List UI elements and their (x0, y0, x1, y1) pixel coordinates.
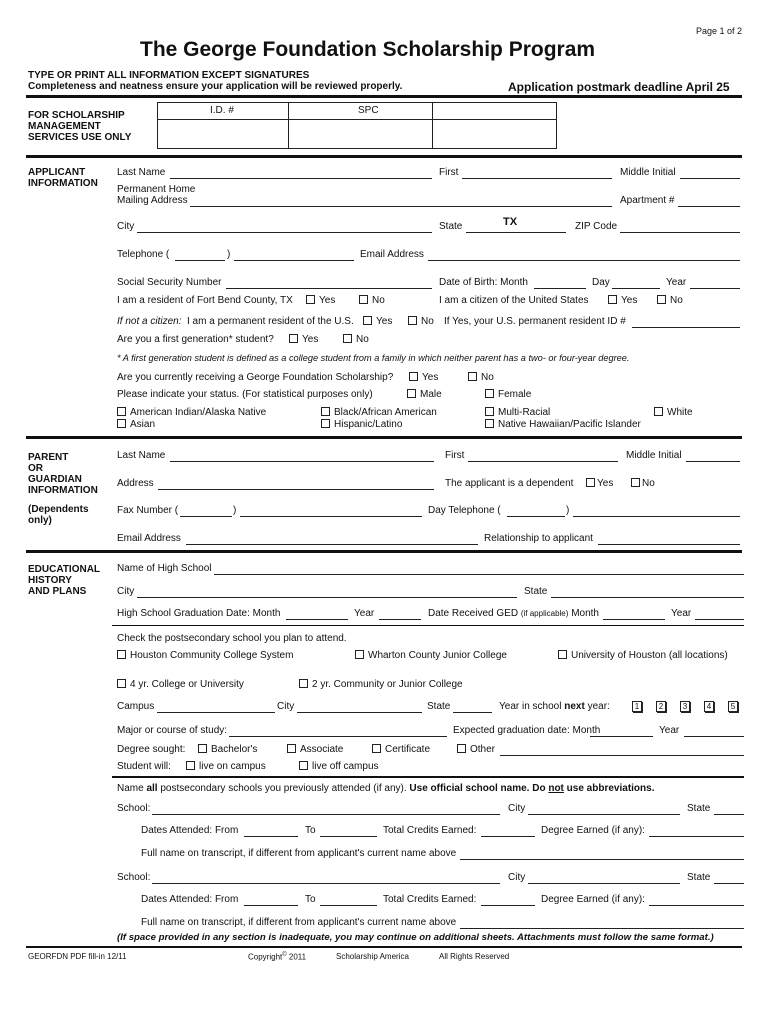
last-name-label: Last Name (117, 167, 166, 178)
prev-school-1-field[interactable] (152, 814, 500, 815)
checkbox-icon[interactable] (321, 419, 330, 428)
spc-column-header: SPC (358, 105, 379, 116)
degree-associate-option[interactable]: Associate (287, 744, 343, 755)
prev-school-2-credits-field[interactable] (481, 905, 535, 906)
perm-resident-yes-option[interactable]: Yes (363, 316, 392, 327)
degree-other-option[interactable]: Other (457, 744, 495, 755)
dob-month-field[interactable] (534, 288, 586, 289)
male-option[interactable]: Male (407, 389, 442, 400)
checkbox-icon[interactable] (287, 744, 296, 753)
telephone-field[interactable] (234, 260, 354, 261)
ethnicity-multi-racial[interactable]: Multi-Racial (485, 407, 550, 418)
ssn-label: Social Security Number (117, 277, 222, 288)
email-label: Email Address (360, 249, 424, 260)
year-in-school-label: Year in school next year: (499, 701, 610, 712)
ethnicity-white[interactable]: White (654, 407, 693, 418)
prev-school-2-label: School: (117, 872, 151, 883)
ged-month-field[interactable] (603, 619, 665, 620)
telephone-area-code-field[interactable] (175, 260, 225, 261)
relationship-label: Relationship to applicant (484, 533, 593, 544)
high-school-label: Name of High School (117, 563, 212, 574)
school-option-wcjc[interactable]: Wharton County Junior College (355, 650, 507, 661)
parent-middle-initial-field[interactable] (686, 461, 740, 462)
parent-address-label: Address (117, 478, 154, 489)
prev-school-1-credits-field[interactable] (481, 836, 535, 837)
receiving-no-option[interactable]: No (468, 372, 494, 383)
ged-year-field[interactable] (695, 619, 744, 620)
checkbox-icon[interactable] (117, 650, 126, 659)
checkbox-icon[interactable] (321, 407, 330, 416)
degree-other-field[interactable] (500, 755, 744, 756)
checkbox-icon[interactable] (586, 478, 595, 487)
first-name-field[interactable] (462, 178, 612, 179)
expected-grad-year-field[interactable] (684, 736, 744, 737)
city-field[interactable] (137, 232, 432, 233)
instructions-line1: TYPE OR PRINT ALL INFORMATION EXCEPT SIGNATURES (28, 70, 310, 81)
prev-school-1-transcript-field[interactable] (460, 859, 744, 860)
live-on-campus-option[interactable]: live on campus (186, 761, 266, 772)
checkbox-icon[interactable] (485, 419, 494, 428)
prev-school-2-transcript-label: Full name on transcript, if different from applicant's current name above (141, 917, 457, 928)
parent-section-label: PARENT OR GUARDIAN INFORMATION (Dependents only) (28, 452, 98, 526)
prev-school-2-field[interactable] (152, 883, 500, 884)
perm-resident-id-field[interactable] (632, 327, 740, 328)
day-telephone-area-code-field[interactable] (507, 516, 565, 517)
checkbox-icon[interactable] (485, 407, 494, 416)
state-label: State (439, 221, 463, 232)
expected-grad-label: Expected graduation date: Month (453, 725, 601, 736)
footer-org: Scholarship America (336, 952, 409, 961)
grad-year-field[interactable] (379, 619, 421, 620)
school-option-four-year[interactable]: 4 yr. College or University (117, 679, 244, 690)
campus-city-label: City (277, 701, 295, 712)
degree-sought-label: Degree sought: (117, 744, 186, 755)
perm-resident-no-option[interactable]: No (408, 316, 434, 327)
ethnicity-asian[interactable]: Asian (117, 419, 155, 430)
checkbox-icon[interactable] (558, 650, 567, 659)
resident-yes-option[interactable]: Yes (306, 295, 335, 306)
grad-date-label: High School Graduation Date: Month (117, 608, 281, 619)
first-gen-question: Are you a first generation* student? (117, 334, 274, 345)
prev-school-2-city-field[interactable] (528, 883, 680, 884)
year-in-school-options[interactable] (618, 701, 738, 712)
dob-day-field[interactable] (612, 288, 660, 289)
ethnicity-hawaiian[interactable]: Native Hawaiian/Pacific Islander (485, 419, 641, 430)
dob-month-label: Date of Birth: Month (439, 277, 528, 288)
ethnicity-black[interactable]: Black/African American (321, 407, 437, 418)
checkbox-icon[interactable] (359, 295, 368, 304)
checkbox-icon[interactable] (485, 389, 494, 398)
checkbox-icon[interactable] (299, 679, 308, 688)
parent-last-name-field[interactable] (170, 461, 434, 462)
prev-school-2-to-label: To (305, 894, 316, 905)
prev-school-1-state-field[interactable] (714, 814, 744, 815)
office-use-label: FOR SCHOLARSHIP MANAGEMENT SERVICES USE ONLY (28, 110, 132, 143)
day-telephone-label: Day Telephone ( (428, 505, 501, 516)
prev-school-1-credits-label: Total Credits Earned: (383, 825, 477, 836)
citizen-yes-option[interactable]: Yes (608, 295, 637, 306)
checkbox-icon[interactable] (657, 295, 666, 304)
form-title: The George Foundation Scholarship Program (140, 38, 596, 61)
middle-initial-field[interactable] (680, 178, 740, 179)
female-option[interactable]: Female (485, 389, 531, 400)
prev-school-2-state-label: State (687, 872, 711, 883)
previous-schools-instruction: Name all postsecondary schools you previously attended (if any). Use official school name. Do not use abbreviations. (117, 783, 655, 794)
ged-label: Date Received GED (if applicable) Month (428, 608, 599, 619)
fax-label: Fax Number ( (117, 505, 179, 516)
ged-year-label: Year (671, 608, 692, 619)
email-field[interactable] (428, 260, 740, 261)
perm-resident-question: I am a permanent resident of the U.S. (187, 316, 354, 327)
mailing-address-field[interactable] (190, 206, 612, 207)
prev-school-2-city-label: City (508, 872, 526, 883)
dependent-question: The applicant is a dependent (445, 478, 574, 489)
prev-school-1-city-label: City (508, 803, 526, 814)
parent-email-field[interactable] (186, 544, 478, 545)
overflow-note: (If space provided in any section is inadequate, you may continue on additional sheets. Attachments must follow the same format.) (117, 932, 714, 943)
school-option-uh[interactable]: University of Houston (all locations) (558, 650, 728, 661)
telephone-paren: ) (227, 249, 231, 260)
header-divider (26, 95, 742, 98)
checkbox-icon[interactable] (289, 334, 298, 343)
perm-resident-id-label: If Yes, your U.S. permanent resident ID # (444, 316, 626, 327)
prev-school-2-to-field[interactable] (320, 905, 377, 906)
copyright: Copyright© 2011 (248, 952, 307, 962)
zip-field[interactable] (620, 232, 740, 233)
middle-initial-label: Middle Initial (620, 167, 676, 178)
prev-school-1-to-label: To (305, 825, 316, 836)
hs-city-label: City (117, 586, 135, 597)
apartment-field[interactable] (678, 206, 740, 207)
apartment-label: Apartment # (620, 195, 675, 206)
id-column-header: I.D. # (210, 105, 234, 116)
major-field[interactable] (229, 736, 447, 737)
prev-school-1-dates-label: Dates Attended: From (141, 825, 239, 836)
parent-last-name-label: Last Name (117, 450, 166, 461)
if-not-citizen-label: If not a citizen: (117, 316, 182, 327)
prev-school-1-state-label: State (687, 803, 711, 814)
applicant-divider (26, 436, 742, 439)
year-option-2[interactable]: 2 (656, 701, 666, 712)
checkbox-icon[interactable] (186, 761, 195, 770)
day-telephone-field[interactable] (573, 516, 740, 517)
fax-field[interactable] (240, 516, 422, 517)
campus-state-field[interactable] (453, 712, 492, 713)
major-label: Major or course of study: (117, 725, 228, 736)
relationship-field[interactable] (598, 544, 740, 545)
year-option-1[interactable]: 1 (632, 701, 642, 712)
checkbox-icon[interactable] (306, 295, 315, 304)
checkbox-icon[interactable] (372, 744, 381, 753)
plans-divider (112, 776, 744, 778)
dependent-yes-option[interactable]: Yes (586, 478, 613, 489)
ethnicity-american-indian[interactable]: American Indian/Alaska Native (117, 407, 266, 418)
zip-label: ZIP Code (575, 221, 618, 232)
prev-school-1-degree-field[interactable] (649, 836, 744, 837)
campus-city-field[interactable] (297, 712, 422, 713)
checkbox-icon[interactable] (631, 478, 640, 487)
ethnicity-hispanic[interactable]: Hispanic/Latino (321, 419, 402, 430)
office-divider (26, 155, 742, 158)
high-school-field[interactable] (214, 574, 744, 575)
permanent-home-label: Permanent Home (117, 184, 196, 195)
checkbox-icon[interactable] (654, 407, 663, 416)
live-off-campus-option[interactable]: live off campus (299, 761, 379, 772)
ssn-field[interactable] (226, 288, 432, 289)
checkbox-icon[interactable] (608, 295, 617, 304)
state-field[interactable] (466, 232, 566, 233)
prev-school-1-degree-label: Degree Earned (if any): (541, 825, 645, 836)
dob-day-label: Day (592, 277, 610, 288)
checkbox-icon[interactable] (457, 744, 466, 753)
receiving-yes-option[interactable]: Yes (409, 372, 438, 383)
checkbox-icon[interactable] (407, 389, 416, 398)
campus-field[interactable] (157, 712, 275, 713)
last-name-field[interactable] (170, 178, 432, 179)
resident-no-option[interactable]: No (359, 295, 385, 306)
dependent-no-option[interactable]: No (631, 478, 655, 489)
instructions-line2: Completeness and neatness ensure your application will be reviewed properly. (28, 81, 403, 92)
city-label: City (117, 221, 135, 232)
campus-label: Campus (117, 701, 155, 712)
office-use-table (157, 102, 557, 149)
parent-middle-initial-label: Middle Initial (626, 450, 682, 461)
deadline-notice: Application postmark deadline April 25 (508, 80, 730, 94)
prev-school-2-degree-label: Degree Earned (if any): (541, 894, 645, 905)
citizen-question: I am a citizen of the United States (439, 295, 589, 306)
degree-bachelors-option[interactable]: Bachelor's (198, 744, 257, 755)
footer-rights: All Rights Reserved (439, 952, 510, 961)
receiving-scholarship-question: Are you currently receiving a George Foundation Scholarship? (117, 372, 394, 383)
prev-school-1-city-field[interactable] (528, 814, 680, 815)
year-option-5[interactable]: 5 (728, 701, 738, 712)
dob-year-field[interactable] (690, 288, 740, 289)
page-number: Page 1 of 2 (696, 26, 743, 36)
prev-school-1-label: School: (117, 803, 151, 814)
footer-divider (26, 946, 742, 948)
fax-area-code-field[interactable] (180, 516, 232, 517)
checkbox-icon[interactable] (117, 679, 126, 688)
parent-first-label: First (445, 450, 465, 461)
checkbox-icon[interactable] (343, 334, 352, 343)
mailing-address-label: Mailing Address (117, 195, 188, 206)
checkbox-icon[interactable] (468, 372, 477, 381)
hs-state-label: State (524, 586, 548, 597)
prev-school-1-to-field[interactable] (320, 836, 377, 837)
year-option-4[interactable]: 4 (704, 701, 714, 712)
prev-school-1-transcript-label: Full name on transcript, if different from applicant's current name above (141, 848, 457, 859)
parent-divider (26, 550, 742, 553)
prev-school-1-from-field[interactable] (244, 836, 298, 837)
day-telephone-paren: ) (566, 505, 570, 516)
grad-year-label: Year (354, 608, 375, 619)
status-question: Please indicate your status. (For statistical purposes only) (117, 389, 373, 400)
citizen-no-option[interactable]: No (657, 295, 683, 306)
checkbox-icon[interactable] (408, 316, 417, 325)
campus-state-label: State (427, 701, 451, 712)
expected-grad-month-field[interactable] (590, 736, 653, 737)
education-section-label: EDUCATIONAL HISTORY AND PLANS (28, 564, 101, 597)
hs-state-field[interactable] (551, 597, 744, 598)
checkbox-icon[interactable] (363, 316, 372, 325)
checkbox-icon[interactable] (299, 761, 308, 770)
first-gen-yes-option[interactable]: Yes (289, 334, 318, 345)
school-option-two-year[interactable]: 2 yr. Community or Junior College (299, 679, 463, 690)
grad-month-field[interactable] (286, 619, 348, 620)
prev-school-2-degree-field[interactable] (649, 905, 744, 906)
expected-grad-year-label: Year (659, 725, 680, 736)
state-value: TX (503, 216, 518, 228)
degree-certificate-option[interactable]: Certificate (372, 744, 430, 755)
prev-school-2-from-field[interactable] (244, 905, 298, 906)
prev-school-2-credits-label: Total Credits Earned: (383, 894, 477, 905)
fax-paren: ) (233, 505, 237, 516)
student-will-label: Student will: (117, 761, 171, 772)
checkbox-icon[interactable] (117, 419, 126, 428)
school-option-hccs[interactable]: Houston Community College System (117, 650, 293, 661)
hs-divider (112, 625, 744, 626)
checkbox-icon[interactable] (409, 372, 418, 381)
dob-year-label: Year (666, 277, 687, 288)
checkbox-icon[interactable] (198, 744, 207, 753)
hs-city-field[interactable] (137, 597, 517, 598)
checkbox-icon[interactable] (355, 650, 364, 659)
applicant-section-label: APPLICANT INFORMATION (28, 167, 98, 189)
parent-email-label: Email Address (117, 533, 181, 544)
telephone-label: Telephone ( (117, 249, 170, 260)
first-name-label: First (439, 167, 459, 178)
checkbox-icon[interactable] (117, 407, 126, 416)
parent-address-field[interactable] (158, 489, 434, 490)
year-option-3[interactable]: 3 (680, 701, 690, 712)
form-id: GEORFDN PDF fill-in 12/11 (28, 952, 127, 961)
first-gen-note: * A first generation student is defined as a college student from a family in which neither parent has a two- or four-year degree. (117, 353, 630, 363)
prev-school-2-dates-label: Dates Attended: From (141, 894, 239, 905)
resident-question: I am a resident of Fort Bend County, TX (117, 295, 293, 306)
prev-school-2-transcript-field[interactable] (460, 928, 744, 929)
prev-school-2-state-field[interactable] (714, 883, 744, 884)
parent-first-field[interactable] (468, 461, 618, 462)
check-school-instruction: Check the postsecondary school you plan to attend. (117, 633, 347, 644)
first-gen-no-option[interactable]: No (343, 334, 369, 345)
